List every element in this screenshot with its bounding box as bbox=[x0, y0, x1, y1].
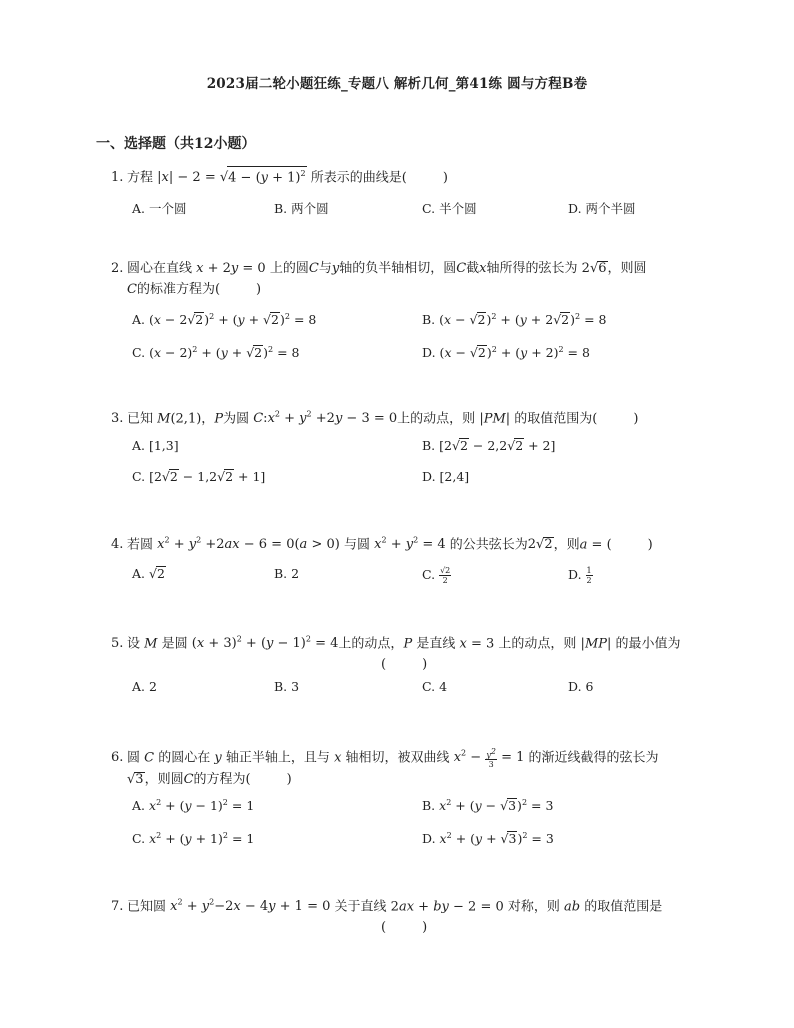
option-a[interactable]: A. 2 bbox=[132, 679, 157, 694]
question-7: 7. 已知圆 $x^2 + y^2-2x - 4y + 1 = 0$ 关于直线 2ax + by − 2 = 0 对称，则 ab 的取值范围是 ( ) bbox=[111, 898, 663, 936]
option-d[interactable]: D. [2,4] bbox=[422, 469, 470, 484]
option-b[interactable]: B. $(x - √2)^2 + (y + 2√2)^2 = 8$ bbox=[422, 312, 607, 328]
option-c[interactable]: C. $(x - 2)^2 + (y + √2)^2 = 8$ bbox=[132, 345, 300, 361]
option-b[interactable]: B. 两个圆 bbox=[274, 201, 329, 216]
question-6: 6. 圆 C 的圆心在 y 轴正半轴上，且与 x 轴相切，被双曲线 $x^2$ − $\frac{y^2}{3}$ = 1 的渐近线截得的弦长为 √3，则圆C的方程为( ) bbox=[111, 746, 659, 788]
option-b[interactable]: B. 2 bbox=[274, 566, 300, 581]
option-c[interactable]: C. 4 bbox=[422, 679, 448, 694]
option-d[interactable]: D. $(x - √2)^2 + (y + 2)^2 = 8$ bbox=[422, 345, 590, 361]
option-b[interactable]: B. [2√2 − 2,2√2 + 2] bbox=[422, 438, 556, 453]
option-d[interactable]: D. 两个半圆 bbox=[568, 201, 636, 216]
option-c[interactable]: C. $\frac{√2}{2}$ bbox=[422, 566, 451, 585]
option-b[interactable]: B. $x^2 + (y - √3)^2 = 3$ bbox=[422, 798, 554, 814]
question-2: 2. 圆心在直线 x + 2y = 0 上的圆C与y轴的负半轴相切，圆C截x轴所得的弦长为 2√6，则圆 C的标准方程为( ) bbox=[111, 261, 647, 297]
option-a[interactable]: A. 一个圆 bbox=[132, 201, 187, 216]
option-c[interactable]: C. 半个圆 bbox=[422, 201, 477, 216]
question-1: 1. 方程 $|x| - 2 = √4 - (y + 1)^2$ 所表示的曲线是( ) bbox=[111, 166, 711, 188]
option-a[interactable]: A. $x^2 + (y - 1)^2 = 1$ bbox=[132, 798, 255, 814]
option-a[interactable]: A. $(x - 2√2)^2 + (y + √2)^2 = 8$ bbox=[132, 312, 317, 328]
option-c[interactable]: C. [2√2 − 1,2√2 + 1] bbox=[132, 469, 266, 484]
option-d[interactable]: D. $x^2 + (y + √3)^2 = 3$ bbox=[422, 831, 554, 847]
question-3: 3. 已知 M(2,1)，P为圆 $C:x^2 + y^2 +2y - 3 = 0$上的动点，则 |PM| 的取值范围为( ) bbox=[111, 410, 639, 427]
option-d[interactable]: D. $\frac{1}{2}$ bbox=[568, 566, 592, 585]
option-b[interactable]: B. 3 bbox=[274, 679, 300, 694]
option-c[interactable]: C. $x^2 + (y + 1)^2 = 1$ bbox=[132, 831, 255, 847]
option-d[interactable]: D. 6 bbox=[568, 679, 594, 694]
option-a[interactable]: A. √2 bbox=[132, 566, 165, 581]
question-4: 4. 若圆 $x^2 + y^2 +2ax - 6 = 0(a > 0)$ 与圆 $x^2 + y^2 = 4$ 的公共弦长为2√2，则a = ( ) bbox=[111, 536, 653, 553]
section-heading: 一、选择题（共12小题） bbox=[96, 136, 256, 152]
page-title: 2023届二轮小题狂练_专题八 解析几何_第41练 圆与方程B卷 bbox=[206, 76, 588, 92]
option-a[interactable]: A. [1,3] bbox=[132, 438, 179, 453]
question-5: 5. 设 M 是圆 $(x + 3)^2 + (y - 1)^2 = 4$上的动点，P 是直线 x = 3 上的动点，则 |MP| 的最小值为 ( ) bbox=[111, 635, 681, 673]
